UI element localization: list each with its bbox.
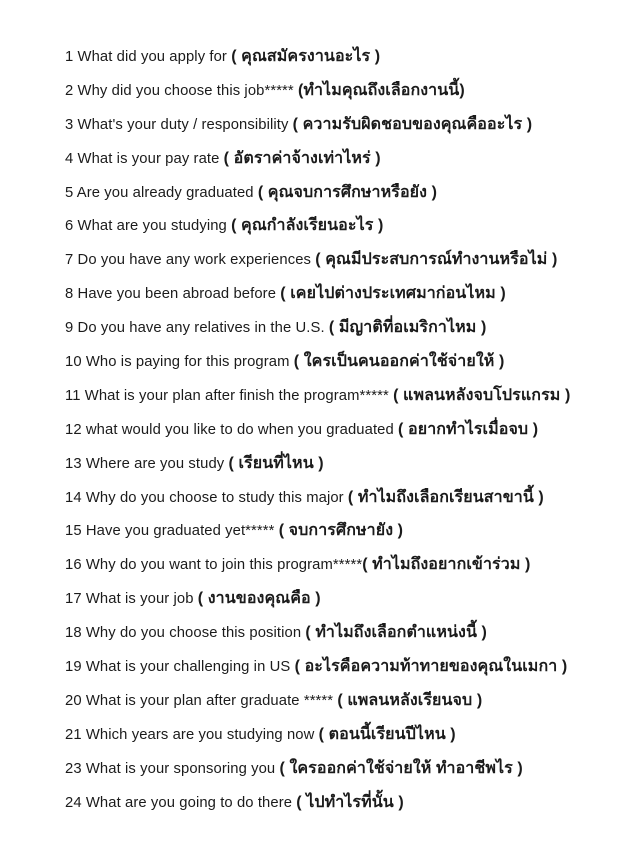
question-english-text: 7 Do you have any work experiences — [65, 252, 316, 269]
question-list — [65, 40, 620, 819]
question-english-text: 20 What is your plan after graduate ***** — [65, 692, 338, 709]
question-thai-text: ( ไปทำไรที่นั้น ) — [296, 793, 404, 811]
question-thai-text: (ทำไมคุณถึงเลือกงานนี้) — [297, 81, 465, 99]
question-line — [65, 108, 620, 142]
question-line — [65, 74, 620, 108]
question-english-text: 19 What is your challenging in US — [65, 658, 295, 675]
question-english-text: 13 Where are you study — [65, 455, 229, 472]
question-line — [65, 379, 620, 413]
question-line — [65, 718, 620, 752]
question-english-text: 1 What did you apply for — [65, 48, 232, 65]
question-line — [65, 481, 620, 515]
question-english-text: 18 Why do you choose this position — [65, 625, 306, 642]
question-line — [65, 142, 620, 176]
question-thai-text: ( ทำไมถึงอยากเข้าร่วม ) — [362, 556, 531, 574]
question-line — [65, 582, 620, 616]
question-thai-text: ( ตอนนี้เรียนปีไหน ) — [318, 725, 456, 743]
question-thai-text: ( จบการศึกษายัง ) — [278, 522, 404, 540]
question-english-text: 2 Why did you choose this job***** — [65, 82, 298, 99]
question-english-text: 12 what would you like to do when you graduated — [65, 421, 399, 438]
question-thai-text: ( ทำไมถึงเลือกเรียนสาขานี้ ) — [347, 488, 544, 506]
question-english-text: 21 Which years are you studying now — [65, 726, 319, 743]
question-english-text: 14 Why do you choose to study this major — [65, 489, 348, 506]
question-thai-text: ( เรียนที่ไหน ) — [228, 454, 324, 472]
question-line — [65, 548, 620, 582]
question-thai-text: ( ทำไมถึงเลือกตำแหน่งนี้ ) — [305, 624, 487, 642]
question-line — [65, 40, 620, 74]
question-line — [65, 413, 620, 447]
question-line — [65, 616, 620, 650]
question-english-text: 16 Why do you want to join this program***** — [65, 557, 363, 574]
question-line — [65, 752, 620, 786]
question-thai-text: ( ใครเป็นคนออกค่าใช้จ่ายให้ ) — [293, 352, 505, 370]
question-line — [65, 514, 620, 548]
question-english-text: 24 What are you going to do there — [65, 794, 297, 811]
question-line — [65, 447, 620, 481]
question-english-text: 8 Have you been abroad before — [65, 286, 281, 303]
question-line — [65, 209, 620, 243]
question-line — [65, 786, 620, 820]
question-english-text: 10 Who is paying for this program — [65, 353, 294, 370]
question-thai-text: ( อัตราค่าจ้างเท่าไหร่ ) — [223, 149, 381, 167]
question-line — [65, 277, 620, 311]
question-english-text: 4 What is your pay rate — [65, 150, 224, 167]
question-english-text: 9 Do you have any relatives in the U.S. — [65, 320, 329, 337]
question-english-text: 3 What's your duty / responsibility — [65, 116, 293, 133]
question-thai-text: ( เคยไปต่างประเทศมาก่อนไหม ) — [280, 285, 506, 303]
question-thai-text: ( อะไรคือความท้าทายของคุณในเมกา ) — [294, 657, 568, 675]
question-thai-text: ( คุณมีประสบการณ์ทำงานหรือไม่ ) — [315, 251, 558, 269]
question-thai-text: ( งานของคุณคือ ) — [197, 590, 321, 608]
question-line — [65, 345, 620, 379]
question-line — [65, 684, 620, 718]
question-thai-text: ( มีญาติที่อเมริกาไหม ) — [328, 319, 487, 337]
question-thai-text: ( คุณจบการศึกษาหรือยัง ) — [257, 183, 438, 201]
question-english-text: 6 What are you studying — [65, 218, 232, 235]
question-english-text: 15 Have you graduated yet***** — [65, 523, 279, 540]
question-english-text: 11 What is your plan after finish the program***** — [65, 387, 394, 404]
question-thai-text: ( คุณกำลังเรียนอะไร ) — [231, 217, 384, 235]
question-thai-text: ( ใครออกค่าใช้จ่ายให้ ทำอาชีพไร ) — [279, 759, 523, 777]
question-thai-text: ( แพลนหลังจบโปรแกรม ) — [393, 386, 571, 404]
question-line — [65, 243, 620, 277]
question-english-text: 5 Are you already graduated — [65, 184, 258, 201]
question-thai-text: ( คุณสมัครงานอะไร ) — [231, 47, 381, 65]
question-thai-text: ( แพลนหลังเรียนจบ ) — [337, 691, 483, 709]
question-english-text: 17 What is your job — [65, 591, 198, 608]
question-line — [65, 311, 620, 345]
question-english-text: 23 What is your sponsoring you — [65, 760, 280, 777]
question-thai-text: ( อยากทำไรเมื่อจบ ) — [398, 420, 539, 438]
question-line — [65, 176, 620, 210]
question-thai-text: ( ความรับผิดชอบของคุณคืออะไร ) — [292, 115, 533, 133]
question-line — [65, 650, 620, 684]
